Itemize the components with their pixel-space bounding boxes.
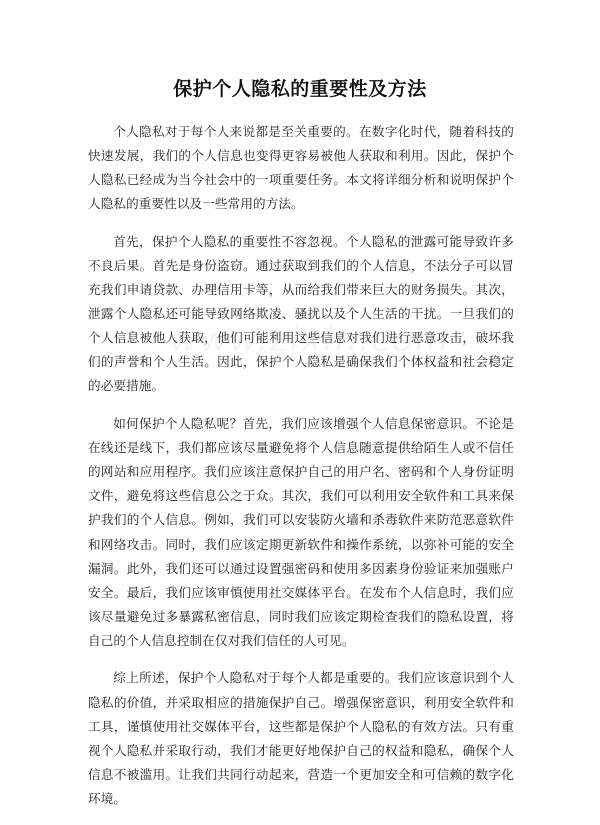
document-body — [88, 120, 514, 825]
paragraph-methods: 如何保护个人隐私呢？首先，我们应该增强个人信息保密意识。不论是在线还是线下，我们都应该尽量避免将个人信息随意提供给陌生人或不信任的网站和应用程序。我们应该注意保护自己的用户名、密码和个人身份证明文件，避免将这些信息公之于众。其次，我们可以利用安全软件和工具来保护我们的个人信息。例如，我们可以安装防火墙和杀毒软件来防范恶意软件和网络攻击。同时，我们应该定期更新软件和操作系统，以弥补可能的安全漏洞。此外，我们还可以通过设置强密码和使用多因素身份验证来加强账户安全。最后，我们应该审慎使用社交媒体平台。在发布个人信息时，我们应该尽量避免过多暴露私密信息，同时我们应该定期检查我们的隐私设置，将自己的个人信息控制在仅对我们信任的人可见。 — [88, 416, 514, 648]
paragraph-conclusion: 综上所述，保护个人隐私对于每个人都是重要的。我们应该意识到个人隐私的价值，并采取相应的措施保护自己。增强保密意识，利用安全软件和工具，谨慎使用社交媒体平台，这些都是保护个人隐私的有效方法。只有重视个人隐私并采取行动，我们才能更好地保护自己的权益和隐私，确保个人信息不被滥用。让我们共同行动起来，营造一个更加安全和可信赖的数字化环境。 — [88, 670, 514, 806]
paragraph-intro: 个人隐私对于每个人来说都是至关重要的。在数字化时代，随着科技的快速发展，我们的个人信息也变得更容易被他人获取和利用。因此，保护个人隐私已经成为当今社会中的一项重要任务。本文将详细分析和说明保护个人隐私的重要性以及一些常用的方法。 — [88, 124, 514, 212]
page-title: 保护个人隐私的重要性及方法 — [173, 78, 427, 100]
paragraph-importance: 首先，保护个人隐私的重要性不容忽视。个人隐私的泄露可能导致许多不良后果。首先是身份盗窃。通过获取到我们的个人信息，不法分子可以冒充我们申请贷款、办理信用卡等，从而给我们带来巨大的财务损失。其次，泄露个人隐私还可能导致网络欺凌、骚扰以及个人生活的干扰。一旦我们的个人信息被他人获取，他们可能利用这些信息对我们进行恶意攻击，破坏我们的声誉和个人生活。因此，保护个人隐私是确保我们个体权益和社会稳定的必要措施。 — [88, 233, 514, 394]
